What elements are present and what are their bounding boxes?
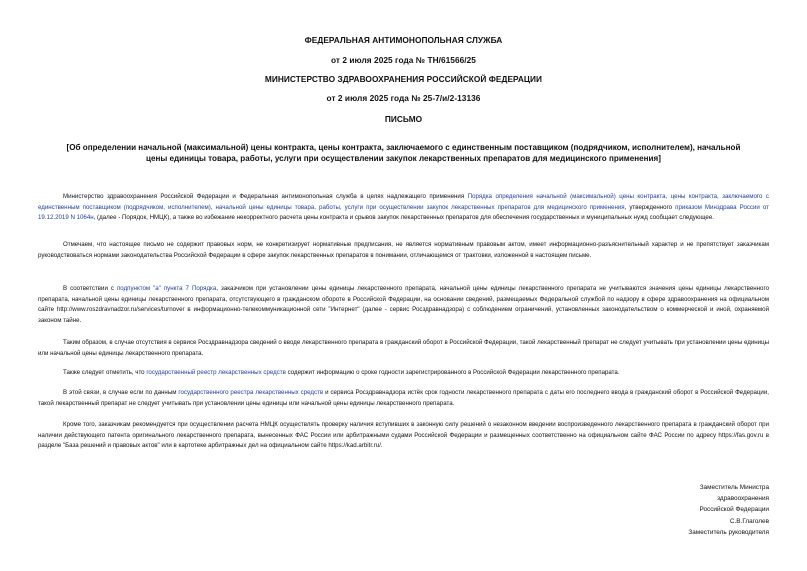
link-drug-registry[interactable]: государственный реестр лекарственных средств [146, 369, 286, 376]
paragraph-3-text-a: В соответствии с [63, 285, 117, 292]
paragraph-1-text-b: , утвержденного [624, 203, 676, 211]
signature-line-2: здравоохранения [717, 495, 769, 503]
link-procedure[interactable]: Порядка определения начальной (максимальной) цены контракта, цены контракта, заключаемого с единственным поставщиком (подрядчиком, исполнителем), начальной цены единицы товара, работы, услуги при осуществлении закупок лекарственных препаратов для медицинского применения [38, 193, 769, 211]
signature-line-3: Российской Федерации [699, 506, 769, 514]
signature-block [688, 482, 769, 538]
paragraph-3 [38, 284, 769, 326]
paragraph-6-text-b: и сервиса Росздравнадзора истёк срок годности лекарственного препарата с даты его последнего ввода в гражданский оборот в Российской Федерации, такой лекарственный препарат не следует учитывать при установлении цены единицы или начальной цены единицы лекарственного препарата. [38, 389, 770, 407]
paragraph-5-text-a: Также следует отметить, что [63, 369, 147, 376]
link-drug-registry-2[interactable]: государственного реестра лекарственных средств [178, 389, 324, 396]
paragraph-6-text-a: В этой связи, в случае если по данным [63, 389, 179, 396]
paragraph-5 [38, 368, 769, 379]
paragraph-7: Кроме того, заказчикам рекомендуется при осуществлении расчета НМЦК осуществлять проверку наличия вступивших в законную силу решений о незаконном введении воспроизведенного лекарственного препарата в гражданский оборот при наличии действующего патента оригинального лекарственного препарата, вынесенных ФАС России или арбитражными судами Российской Федерации и размещенных соответственно на официальном сайте ФАС России по адресу https://fas.gov.ru в разделе "База решений и правовых актов" или в картотеке арбитражных дел на официальном сайте https://kad.arbitr.ru/. [38, 421, 769, 449]
issuer-fas: ФЕДЕРАЛЬНАЯ АНТИМОНОПОЛЬНАЯ СЛУЖБА [304, 35, 503, 45]
signature-line-5: Заместитель руководителя [688, 528, 769, 536]
paragraph-4: Таким образом, в случае отсутствия в сервисе Росздравнадзора сведений о вводе лекарственного препарата в гражданский оборот в Российской Федерации, такой лекарственный препарат не следует учитывать при установлении цены единицы или начальной цены единицы лекарственного препарата. [38, 339, 769, 357]
paragraph-5-text-b: содержит информацию о сроке годности зарегистрированного в Российской Федерации лекарственного препарата. [285, 369, 620, 376]
document-subject: [Об определении начальной (максимальной) цены контракта, цены контракта, заключаемого с единственным поставщиком (подрядчиком, исполнителем), начальной цены единицы товара, работы, услуги при осуществлении закупок лекарственных препаратов для медицинского применения] [66, 143, 741, 163]
document-type: ПИСЬМО [384, 114, 423, 124]
issuer-minzdrav: МИНИСТЕРСТВО ЗДРАВООХРАНЕНИЯ РОССИЙСКОЙ ФЕДЕРАЦИИ [264, 74, 543, 84]
paragraph-1-text-a: Министерство здравоохранения Российской Федерации и Федеральная антимонопольная служба в целях надлежащего применения [63, 193, 468, 200]
fas-date-number: от 2 июля 2025 года № ТН/61566/25 [331, 55, 476, 65]
signature-line-1: Заместитель Министра [699, 484, 769, 491]
link-order-1064n[interactable]: приказом Минздрава России от 19.12.2019 N 1064н [38, 203, 769, 221]
paragraph-2: Отмечаем, что настоящее письмо не содержит правовых норм, не конкретизирует нормативные предписания, не является нормативным правовым актом, имеет информационно-разъяснительный характер и не препятствует заказчикам руководствоваться нормами законодательства Российской Федерации в сфере закупок лекарственных препаратов в понимании, отличающемся от трактовки, изложенной в настоящем письме. [38, 241, 769, 259]
signature-line-4: С.В.Глаголев [729, 517, 769, 525]
minzdrav-date-number: от 2 июля 2025 года № 25-7/и/2-13136 [326, 93, 481, 103]
paragraph-1-text-c: , (далее - Порядок, НМЦК), а также во избежание некорректного расчета цены контракта и срывов закупок лекарственных препаратов для обеспечения государственных и муниципальных нужд сообщает следующее. [93, 214, 714, 221]
paragraph-6 [38, 388, 769, 409]
link-subparagraph-a-item-7[interactable]: подпунктом "а" пункта 7 Порядка [116, 285, 217, 292]
paragraph-1 [38, 192, 769, 224]
paragraph-3-text-b: , заказчиком при установлении цены единицы лекарственного препарата, начальной цены единицы лекарственного препарата не учитываются значения цены единицы лекарственного препарата, начальной цены единицы лекарственного препарата, отсутствующего в гражданском обороте в Российской Федерации, на основании сведений, размещаемых Федеральной службой по надзору в сфере здравоохранения на официальном сайте http://www.roszdravnadzor.ru/services/turnover в информационно-телекоммуникационной сети "Интернет" (далее - сервис Росздравнадзора) с соблюдением ограничений, установленных законодательством о коммерческой и иной, охраняемой законом тайне. [38, 285, 769, 324]
